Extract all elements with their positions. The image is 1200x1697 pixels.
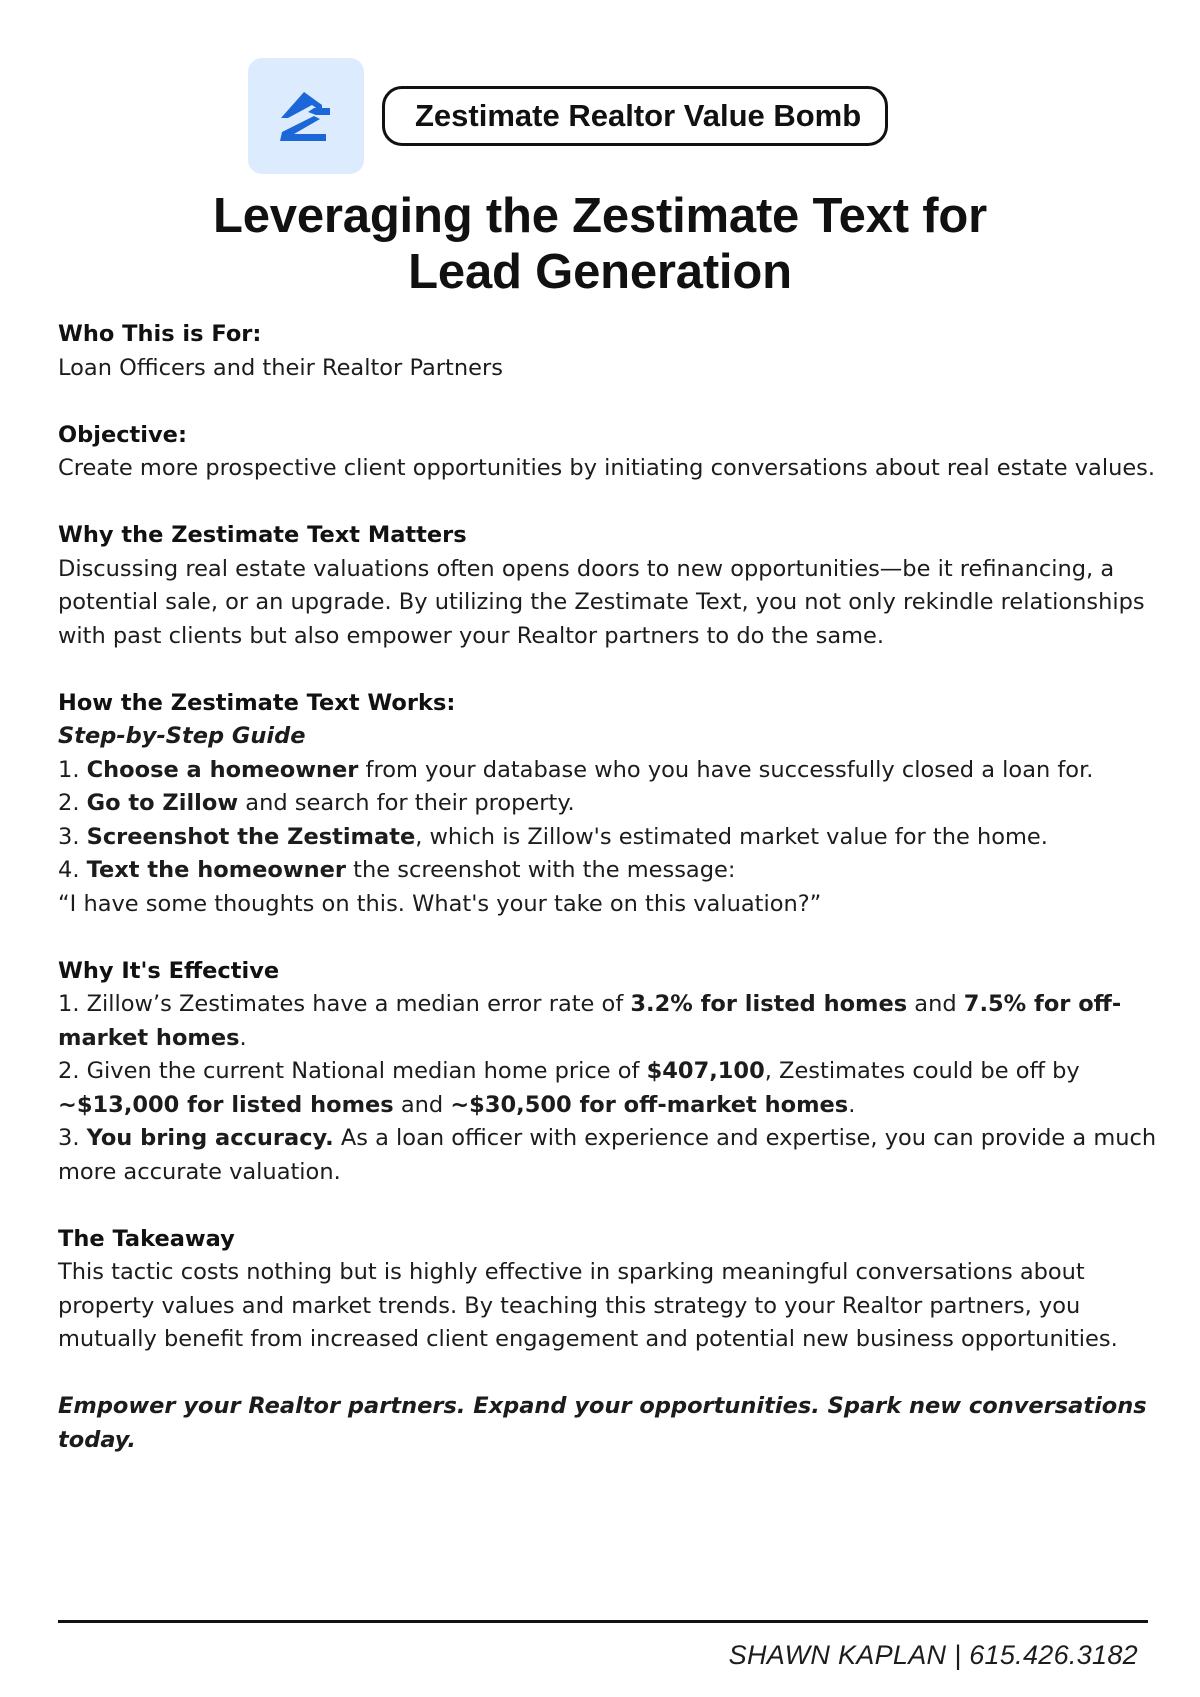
why-matters-text: Discussing real estate valuations often opens doors to new opportunities—be it refinancing, a potential sale, or an upgrade. By utilizing the Zestimate Text, you not only rekindle relationships with past clients but also empower your Realtor partners to do the same. xyxy=(58,555,1145,649)
step-bold: Text the homeowner xyxy=(86,857,347,883)
objective-text: Create more prospective client opportunities by initiating conversations about real estate values. xyxy=(58,455,1156,481)
how-subheading: Step-by-Step Guide xyxy=(58,723,306,749)
effective-bold: ~$30,500 for off-market homes xyxy=(450,1091,849,1118)
section-objective xyxy=(58,419,1168,486)
section-how xyxy=(58,687,1168,922)
effective-text: and xyxy=(393,1091,451,1118)
step-number: 2. xyxy=(58,790,87,816)
effective-bold: ~$13,000 for listed homes xyxy=(58,1091,394,1118)
effective-text: , Zestimates could be off by xyxy=(764,1058,1080,1084)
message-quote: “I have some thoughts on this. What's your take on this valuation?” xyxy=(58,890,822,917)
effective-text: 1. Zillow’s Zestimates have a median error rate of xyxy=(58,991,631,1017)
section-why-matters xyxy=(58,519,1168,653)
step-item xyxy=(58,821,1168,855)
effective-text: and xyxy=(907,991,964,1017)
effective-item-2 xyxy=(58,1055,1168,1122)
document-body xyxy=(58,318,1168,1457)
zillow-logo xyxy=(248,58,364,174)
zillow-house-icon xyxy=(274,88,338,144)
objective-heading: Objective: xyxy=(58,421,187,448)
step-bold: Go to Zillow xyxy=(86,790,239,816)
takeaway-text: This tactic costs nothing but is highly effective in sparking meaningful conversations about property values and market trends. By teaching this strategy to your Realtor partners, you mutually benefit from increased client engagement and potential new business opportunities. xyxy=(58,1259,1118,1352)
section-takeaway xyxy=(58,1223,1168,1357)
effective-item-1 xyxy=(58,988,1168,1055)
footer-divider xyxy=(58,1620,1148,1623)
step-item xyxy=(58,854,1168,888)
section-effective xyxy=(58,955,1168,1190)
effective-bold: 7.5% for off-market homes xyxy=(58,991,1122,1051)
footer-contact: SHAWN KAPLAN | 615.426.3182 xyxy=(728,1640,1138,1670)
effective-text: 2. Given the current National median home price of xyxy=(58,1058,647,1084)
effective-item-3 xyxy=(58,1122,1168,1189)
why-matters-heading: Why the Zestimate Text Matters xyxy=(58,522,467,548)
section-who xyxy=(58,318,1168,385)
step-item xyxy=(58,754,1168,788)
who-heading: Who This is For: xyxy=(58,321,262,347)
effective-bold: You bring accuracy. xyxy=(86,1125,334,1151)
effective-text: As a loan officer with experience and expertise, you can provide a much more accurate valuation. xyxy=(58,1125,1157,1185)
effective-text: . xyxy=(239,1024,247,1051)
closing-statement: Empower your Realtor partners. Expand your opportunities. Spark new conversations today. xyxy=(58,1393,1147,1453)
step-bold: Screenshot the Zestimate xyxy=(86,823,416,850)
badge-label: Zestimate Realtor Value Bomb xyxy=(382,86,888,146)
effective-heading: Why It's Effective xyxy=(58,957,280,984)
effective-bold: 3.2% for listed homes xyxy=(630,991,908,1017)
effective-text: . xyxy=(848,1091,856,1118)
step-text: from your database who you have successfully closed a loan for. xyxy=(358,756,1094,783)
step-bold: Choose a homeowner xyxy=(86,756,359,783)
header xyxy=(248,58,888,174)
title-line-1: Leveraging the Zestimate Text for xyxy=(213,189,987,243)
page-title xyxy=(0,188,1200,300)
how-heading: How the Zestimate Text Works: xyxy=(58,689,456,716)
effective-text: 3. xyxy=(58,1125,87,1151)
step-text: , which is Zillow's estimated market value for the home. xyxy=(415,823,1048,850)
step-number: 3. xyxy=(58,823,87,850)
effective-bold: $407,100 xyxy=(646,1058,765,1084)
step-number: 1. xyxy=(58,756,87,783)
step-item xyxy=(58,787,1168,821)
step-text: and search for their property. xyxy=(238,790,575,816)
step-number: 4. xyxy=(58,857,87,883)
step-text: the screenshot with the message: xyxy=(346,857,736,883)
takeaway-heading: The Takeaway xyxy=(58,1225,235,1252)
who-text: Loan Officers and their Realtor Partners xyxy=(58,354,503,381)
title-line-2: Lead Generation xyxy=(408,245,792,299)
